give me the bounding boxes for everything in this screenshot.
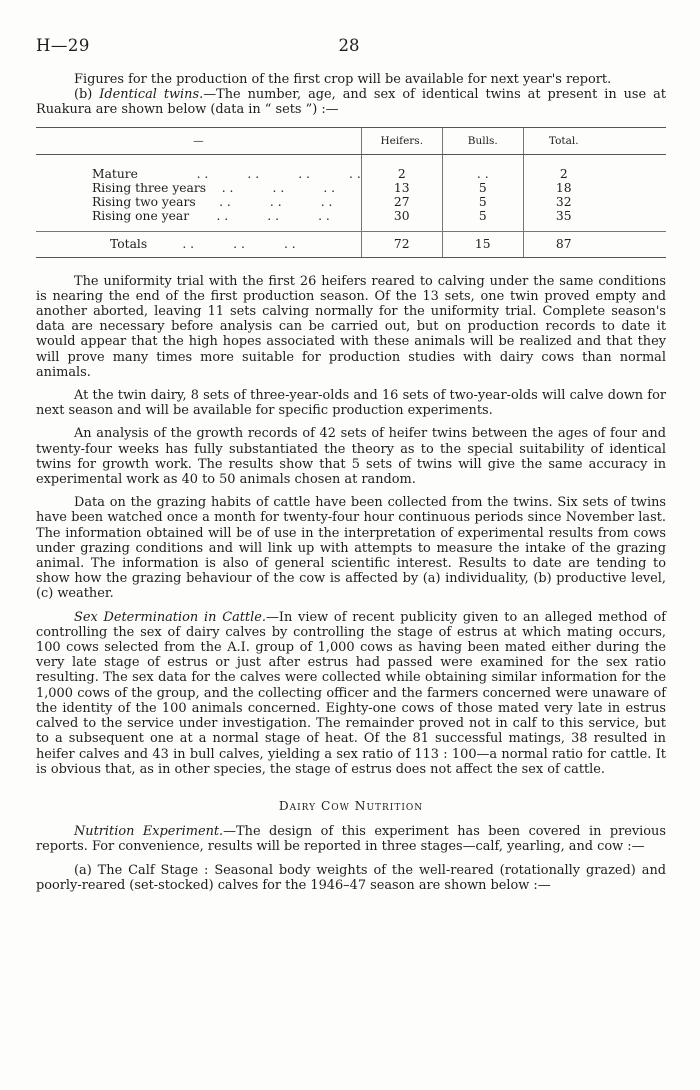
cell-total: 18: [523, 181, 604, 195]
cell-heifers: 30: [361, 209, 442, 232]
identical-twins-text: —The number, age, and sex of identical twins at present in use at Ruakura are shown below (data in “ sets ”) :—: [36, 87, 666, 118]
paragraph-first-crop: Figures for the production of the first crop will be available for next year's report.: [74, 72, 612, 87]
report-code: H—29: [36, 36, 90, 55]
table-row: [36, 154, 666, 181]
sex-determination-text: —In view of recent publicity given to an alleged method of controlling the sex of dairy calves by controlling the stage of estrus at which mating occurs, 100 cows selected from the A.I. group of 1,000 cows as having been mated either during the very late stage of estrus or just after estrus had passed were examined for the sex ratio resulting. The sex data for the calves were collected while obtaining similar information for the 1,000 cows of the group, and the collecting officer and the farmers concerned were unaware of the identity of the 100 animals concerned. Eighty-one cows of those mated very late in estrus calved to the service under investigation. The remainder proved not in calf to this service, but to a subsequent one at a normal stage of heat. Of the 81 successful matings, 38 resulted in heifer calves and 43 in bull calves, yielding a sex ratio of 113 : 100—a normal ratio for cattle. It is obvious that, as in other species, the stage of estrus does not affect the sex of cattle.: [36, 609, 666, 777]
col-header-total: Total.: [523, 127, 604, 154]
row-label: Rising three years . . . . . .: [92, 180, 336, 195]
page-header: [36, 36, 662, 58]
nutrition-experiment-heading: Nutrition Experiment.: [74, 824, 224, 840]
cell-total: 35: [523, 209, 604, 232]
paragraph-twin-dairy: At the twin dairy, 8 sets of three-year-olds and 16 sets of two-year-olds will calve down for next season and will be available for specific production experiments.: [36, 388, 666, 419]
paragraph-grazing-habits: Data on the grazing habits of cattle have been collected from the twins. Six sets of twins have been watched once a month for twenty-four hour continuous periods since November last. The information obtained will be of use in the interpretation of experimental results from cows under grazing conditions and will link up with attempts to measure the intake of the grazing animal. The information is also of general scientific interest. Results to date are tending to show how the grazing behaviour of the cow is affected by (a) individuality, (b) productive level, (c) weather.: [36, 495, 666, 602]
cell-total: 32: [523, 195, 604, 209]
totals-row: [36, 231, 666, 257]
page-number: 28: [338, 36, 360, 55]
identical-twins-heading: Identical twins.: [99, 87, 204, 103]
col-header-spacer: [604, 127, 666, 154]
twins-table: [36, 127, 666, 258]
totals-heifers: 72: [361, 231, 442, 257]
table-row: [36, 181, 666, 195]
item-letter: (b): [74, 87, 100, 103]
totals-bulls: 15: [442, 231, 523, 257]
sex-determination-heading: Sex Determination in Cattle.: [74, 609, 266, 625]
twins-table-header: [36, 127, 666, 154]
paragraph-growth-records: An analysis of the growth records of 42 sets of heifer twins between the ages of four and twenty-four weeks has fully substantiated the theory as to the special suitability of identical twins for growth work. The results show that 5 sets of twins will give the same accuracy in experimental work as 40 to 50 animals chosen at random.: [36, 426, 666, 488]
cell-bulls: 5: [442, 209, 523, 232]
section-heading-dairy-cow-nutrition: Dairy Cow Nutrition: [278, 798, 424, 813]
cell-total: 2: [523, 154, 604, 181]
cell-heifers: 13: [361, 181, 442, 195]
row-label: Mature . . . . . . . .: [92, 166, 361, 181]
paragraph-calf-stage: (a) The Calf Stage : Seasonal body weights of the well-reared (rotationally grazed) and poorly-reared (set-stocked) calves for the 1946–47 season are shown below :—: [36, 862, 666, 893]
paragraph-identical-twins: [36, 87, 666, 117]
totals-total: 87: [523, 231, 604, 257]
col-header-category: —: [36, 127, 361, 154]
totals-label: Totals . . . . . .: [36, 231, 361, 257]
col-header-heifers: Heifers.: [361, 127, 442, 154]
cell-bulls: . .: [442, 154, 523, 181]
table-row: [36, 195, 666, 209]
cell-heifers: 27: [361, 195, 442, 209]
paragraph-sex-determination: [36, 610, 666, 777]
paragraph-nutrition-experiment: [36, 824, 666, 854]
page-body: [36, 72, 666, 893]
cell-bulls: 5: [442, 195, 523, 209]
col-header-bulls: Bulls.: [442, 127, 523, 154]
paragraph-uniformity-trial: The uniformity trial with the first 26 heifers reared to calving under the same conditions is nearing the end of the first production season. Of the 13 sets, one twin proved empty and another aborted, leaving 11 sets calving normally for the uniformity trial. Complete season's data are necessary before analysis can be carried out, but on production records to date it would appear that the high hopes associated with these animals will be realized and that they will prove many times more suitable for production studies with dairy cows than normal animals.: [36, 273, 666, 380]
nutrition-experiment-text: —The design of this experiment has been covered in previous reports. For convenience, results will be reported in three stages—calf, yearling, and cow :—: [36, 824, 666, 855]
cell-heifers: 2: [361, 154, 442, 181]
cell-bulls: 5: [442, 181, 523, 195]
row-label: Rising one year . . . . . .: [92, 208, 330, 223]
table-row: [36, 209, 666, 232]
row-label: Rising two years . . . . . .: [92, 194, 333, 209]
